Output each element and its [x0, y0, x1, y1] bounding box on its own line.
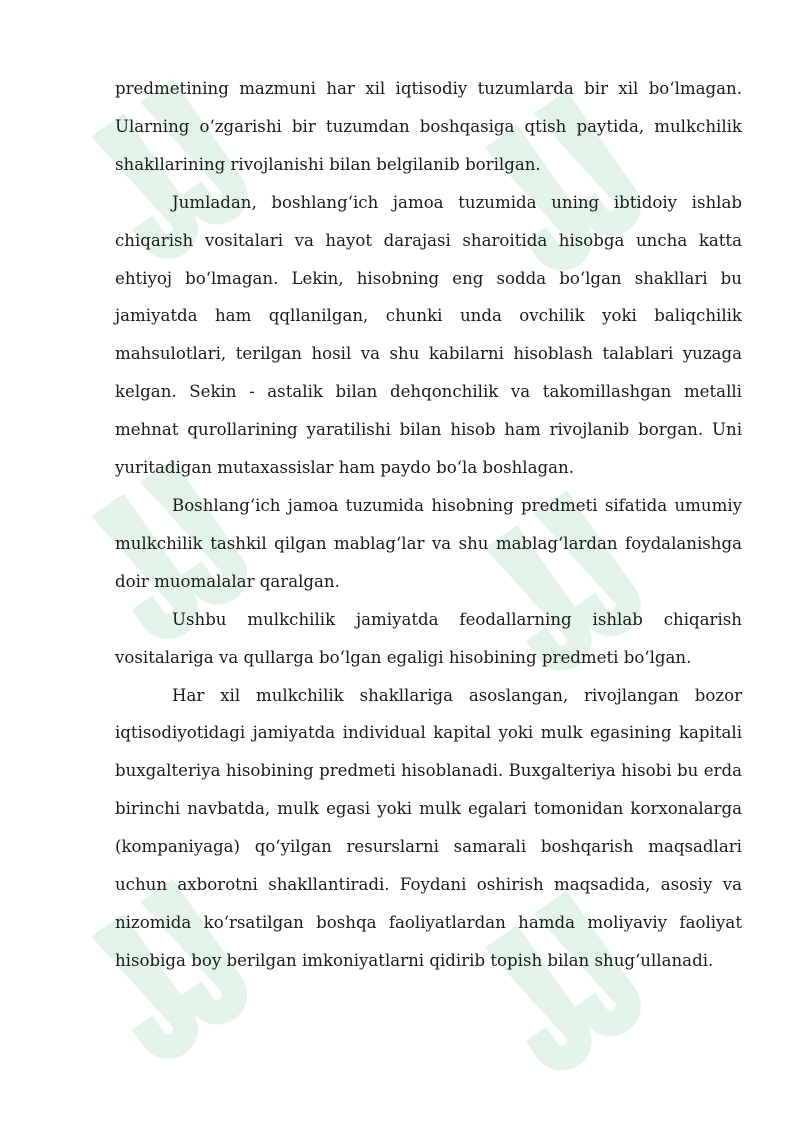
paragraph-5: Har xil mulkchilik shakllariga asoslangan, rivojlangan bozor iqtisodiyotidagi jamiyatda individual kapital yoki mulk egasining kapitali buxgalteriya hisobining predmeti hisoblanadi. Buxgalteriya hisobi bu erda birinchi navbatda, mulk egasi yoki mulk egalari tomonidan korxonalarga (kompaniyaga) qoʻyilgan resurslarni samarali boshqarish maqsadlari uchun axborotni shakllantiradi. Foydani oshirish maqsadida, asosiy va nizomida koʻrsatilgan boshqa faoliyatlardan hamda moliyaviy faoliyat hisobiga boy berilgan imkoniyatlarni qidirib topish bilan shugʻullanadi. [115, 685, 742, 970]
document-body [115, 70, 742, 980]
paragraph-4: Ushbu mulkchilik jamiyatda feodallarning ishlab chiqarish vositalariga va qullarga boʻlgan egaligi hisobining predmeti boʻlgan. [115, 609, 742, 667]
paragraph-2: Jumladan, boshlangʻich jamoa tuzumida uning ibtidoiy ishlab chiqarish vositalari va hayot darajasi sharoitida hisobga uncha katta ehtiyoj boʻlmagan. Lekin, hisobning eng sodda boʻlgan shakllari bu jamiyatda ham qqllanilgan, chunki unda ovchilik yoki baliqchilik mahsulotlari, terilgan hosil va shu kabilarni hisoblash talablari yuzaga kelgan. Sekin - astalik bilan dehqonchilik va takomillashgan metalli mehnat qurollarining yaratilishi bilan hisob ham rivojlanib borgan. Uni yuritadigan mutaxassislar ham paydo boʻla boshlagan. [115, 192, 742, 478]
paragraph-1: predmetining mazmuni har xil iqtisodiy tuzumlarda bir xil boʻlmagan. Ularning oʻzgarishi bir tuzumdan boshqasiga qtish paytida, mulkchilik shakllarining rivojlanishi bilan belgilanib borilgan. [115, 79, 742, 174]
paragraph-3: Boshlangʻich jamoa tuzumida hisobning predmeti sifatida umumiy mulkchilik tashkil qilgan mablagʻlar va shu mablagʻlardan foydalanishga doir muomalalar qaralgan. [115, 495, 742, 591]
